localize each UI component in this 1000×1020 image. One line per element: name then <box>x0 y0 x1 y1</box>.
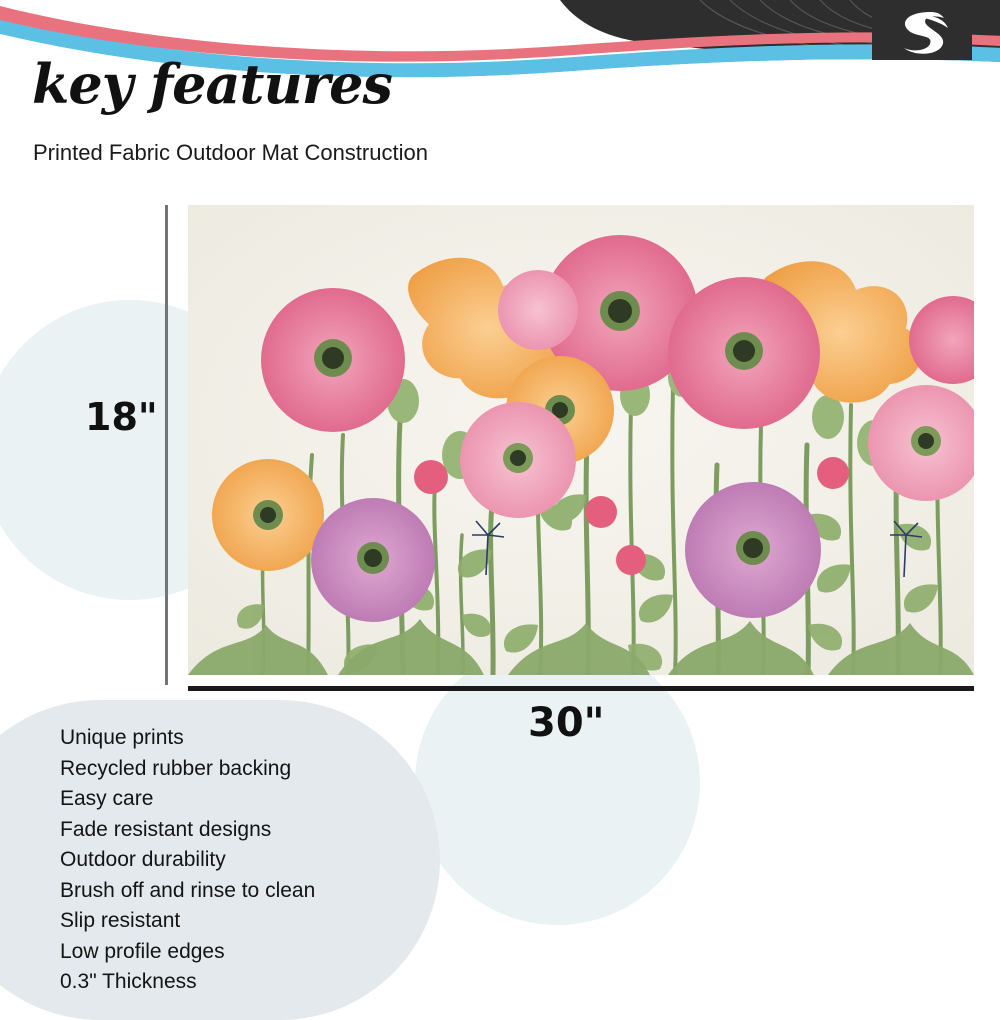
list-item: Brush off and rinse to clean <box>60 878 316 902</box>
product-image <box>188 205 974 675</box>
features-list <box>60 723 480 998</box>
list-item: Unique prints <box>60 726 184 749</box>
flower <box>685 482 821 618</box>
flower <box>261 288 405 432</box>
height-dimension-line <box>165 205 168 685</box>
list-item: Low profile edges <box>60 939 225 963</box>
page-title: key features <box>32 52 392 116</box>
flower <box>668 277 820 429</box>
flower <box>460 402 576 518</box>
page-subtitle: Printed Fabric Outdoor Mat Construction <box>33 140 428 165</box>
list-item: 0.3" Thickness <box>60 970 197 993</box>
list-item: Recycled rubber backing <box>60 756 292 780</box>
list-item: Outdoor durability <box>60 848 226 871</box>
flower <box>498 270 578 350</box>
list-item: Fade resistant designs <box>60 817 272 841</box>
flower <box>212 459 324 571</box>
height-dimension-label: 18" <box>85 395 158 439</box>
list-item: Slip resistant <box>60 909 181 932</box>
width-dimension-line <box>188 686 974 691</box>
width-dimension-label: 30" <box>528 700 605 746</box>
swan-logo <box>872 2 972 60</box>
flower <box>311 498 435 622</box>
list-item: Easy care <box>60 787 154 810</box>
